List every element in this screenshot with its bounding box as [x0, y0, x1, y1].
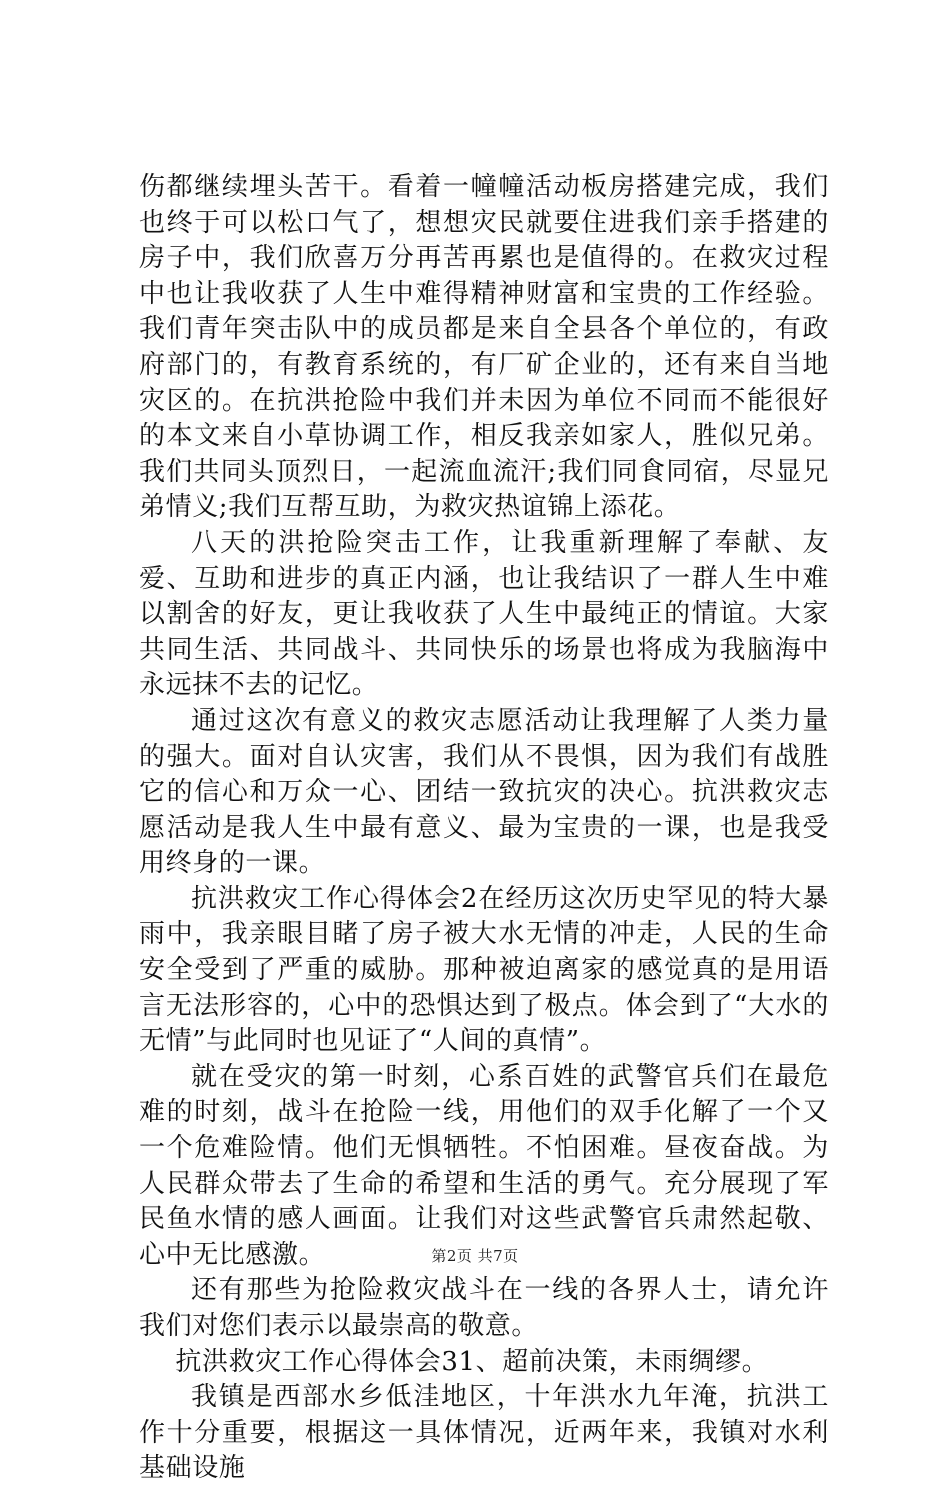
paragraph-gratitude: 还有那些为抢险救灾战斗在一线的各界人士，请允许我们对您们表示以最崇高的敬意。 — [139, 1275, 829, 1341]
paragraph-experience-3-heading: 抗洪救灾工作心得体会31、超前决策，未雨绸缪。 — [175, 1346, 769, 1377]
paragraph-eight-days: 八天的洪抢险突击工作，让我重新理解了奉献、友爱、互助和进步的真正内涵，也让我结识了一群人生中难以割舍的好友，更让我收获了人生中最纯正的情谊。大家共同生活、共同战斗、共同快乐的场景也将成为我脑海中永远抹不去的记忆。 — [139, 527, 829, 701]
page-number-footer: 第2页 共7页 — [431, 1247, 519, 1265]
paragraph-experience-2: 抗洪救灾工作心得体会2在经历这次历史罕见的特大暴雨中，我亲眼目睹了房子被大水无情的冲走，人民的生命安全受到了严重的威胁。那种被迫离家的感觉真的是用语言无法形容的，心中的恐惧达到了极点。体会到了“大水的无情”与此同时也见证了“人间的真情”。 — [139, 883, 829, 1057]
paragraph-volunteer-activity: 通过这次有意义的救灾志愿活动让我理解了人类力量的强大。面对自认灾害，我们从不畏惧，因为我们有战胜它的信心和万众一心、团结一致抗灾的决心。抗洪救灾志愿活动是我人生中最有意义、最为宝贵的一课，也是我受用终身的一课。 — [139, 705, 829, 879]
paragraph-town-flood-control: 我镇是西部水乡低洼地区，十年洪水九年淹，抗洪工作十分重要，根据这一具体情况，近两年来，我镇对水利基础设施 — [139, 1382, 829, 1484]
document-body — [139, 170, 829, 1487]
paragraph-continuation: 伤都继续埋头苦干。看着一幢幢活动板房搭建完成，我们也终于可以松口气了，想想灾民就要住进我们亲手搭建的房子中，我们欣喜万分再苦再累也是值得的。在救灾过程中也让我收获了人生中难得精神财富和宝贵的工作经验。我们青年突击队中的成员都是来自全县各个单位的，有政府部门的，有教育系统的，有厂矿企业的，还有来自当地灾区的。在抗洪抢险中我们并未因为单位不同而不能很好的本文来自小草协调工作，相反我亲如家人，胜似兄弟。我们共同头顶烈日，一起流血流汗;我们同食同宿，尽显兄弟情义;我们互帮互助，为救灾热谊锦上添花。 — [139, 172, 829, 523]
paragraph-armed-police: 就在受灾的第一时刻，心系百姓的武警官兵们在最危难的时刻，战斗在抢险一线，用他们的双手化解了一个又一个危难险情。他们无惧牺牲。不怕困难。昼夜奋战。为人民群众带去了生命的希望和生活的勇气。充分展现了军民鱼水情的感人画面。让我们对这些武警官兵肃然起敬、心中无比感激。 — [139, 1061, 829, 1270]
